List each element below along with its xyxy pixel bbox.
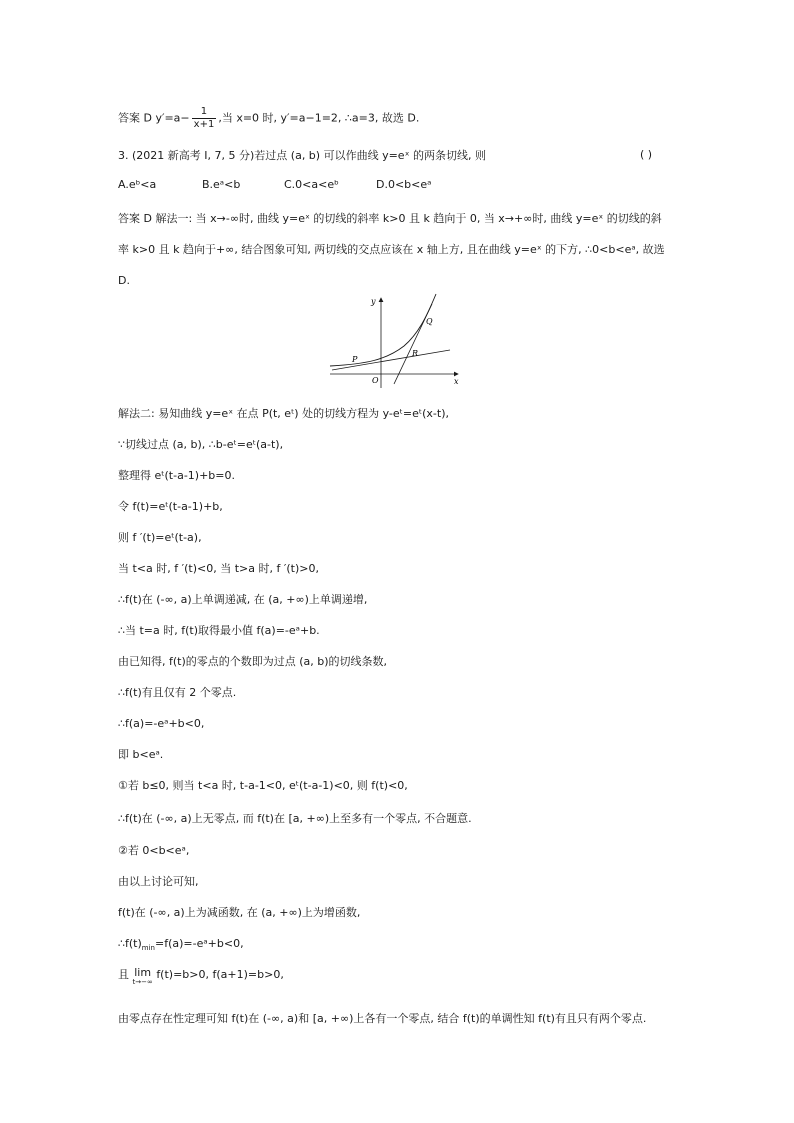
tangent-line-p	[332, 350, 450, 370]
solution2-line7: ∴f(t)在 (-∞, a)上单调递减, 在 (a, +∞)上单调递增,	[118, 593, 368, 606]
tangent-line-q	[394, 304, 432, 384]
x-axis-label: x	[454, 377, 459, 386]
option-a: A.eᵇ<a	[118, 178, 157, 191]
solution2-line1: 解法二: 易知曲线 y=eˣ 在点 P(t, eᵗ) 处的切线方程为 y-eᵗ=eᵗ(x-t),	[118, 407, 449, 420]
solution2-line10: ∴f(t)有且仅有 2 个零点.	[118, 686, 237, 699]
solution2-line15: ②若 0<b<eᵃ,	[118, 844, 190, 857]
solution2-line12: 即 b<eᵃ.	[118, 748, 164, 761]
solution2-line2: ∵切线过点 (a, b), ∴b-eᵗ=eᵗ(a-t),	[118, 438, 284, 451]
answer-blank: ( )	[640, 148, 653, 161]
solution2-line14: ∴f(t)在 (-∞, a)上无零点, 而 f(t)在 [a, +∞)上至多有一个零点, 不合题意.	[118, 812, 472, 825]
solution2-line17: f(t)在 (-∞, a)上为减函数, 在 (a, +∞)上为增函数,	[118, 906, 361, 919]
option-d: D.0<b<eᵃ	[376, 178, 432, 191]
solution1-line2: 率 k>0 且 k 趋向于+∞, 结合图象可知, 两切线的交点应该在 x 轴上方, 且在曲线 y=eˣ 的下方, ∴0<b<eᵃ, 故选	[118, 243, 665, 256]
question-3: 3. (2021 新高考 Ⅰ, 7, 5 分)若过点 (a, b) 可以作曲线 y=eˣ 的两条切线, 则	[118, 149, 486, 162]
solution2-line3: 整理得 eᵗ(t-a-1)+b=0.	[118, 469, 235, 482]
solution2-line5: 则 f ′(t)=eᵗ(t-a),	[118, 531, 202, 544]
tangent-figure	[326, 290, 466, 390]
solution2-line13: ①若 b≤0, 则当 t<a 时, t-a-1<0, eᵗ(t-a-1)<0, 则 f(t)<0,	[118, 779, 408, 792]
solution2-line8: ∴当 t=a 时, f(t)取得最小值 f(a)=-eᵃ+b.	[118, 624, 320, 637]
origin-label: O	[372, 376, 379, 385]
solution2-line16: 由以上讨论可知,	[118, 875, 199, 888]
solution2-line9: 由已知得, f(t)的零点的个数即为过点 (a, b)的切线条数,	[118, 655, 388, 668]
option-b: B.eᵃ<b	[202, 178, 241, 191]
option-c: C.0<a<eᵇ	[284, 178, 339, 191]
solution1-line1: 答案 D 解法一: 当 x→-∞时, 曲线 y=eˣ 的切线的斜率 k>0 且 k 趋向于 0, 当 x→+∞时, 曲线 y=eˣ 的切线的斜	[118, 212, 662, 225]
solution2-line19: 且 lim t→−∞ f(t)=b>0, f(a+1)=b>0,	[118, 966, 284, 986]
point-r-label: R	[412, 349, 419, 358]
y-axis-label: y	[371, 297, 376, 306]
solution2-line18: $\therefore f(t)_{min}=f(a)=-eᵃ+b<0$,	[118, 937, 244, 953]
point-p-label: P	[352, 355, 358, 364]
solution2-line6: 当 t<a 时, f ′(t)<0, 当 t>a 时, f ′(t)>0,	[118, 562, 319, 575]
previous-answer: 答案 D y′=a− $\frac{1}{x+1}$ ,当 x=0 时, y′=a−1=2, ∴a=3, 故选 D.	[118, 106, 420, 130]
solution1-line3: D.	[118, 274, 130, 287]
solution2-line4: 令 f(t)=eᵗ(t-a-1)+b,	[118, 500, 223, 513]
fraction: $\frac{1}{x+1}$	[193, 106, 215, 130]
solution2-line20: 由零点存在性定理可知 f(t)在 (-∞, a)和 [a, +∞)上各有一个零点, 结合 f(t)的单调性知 f(t)有且只有两个零点.	[118, 1012, 647, 1025]
limit-notation: lim t→−∞	[132, 966, 153, 986]
solution2-line11: ∴f(a)=-eᵃ+b<0,	[118, 717, 205, 730]
point-q-label: Q	[426, 317, 433, 326]
